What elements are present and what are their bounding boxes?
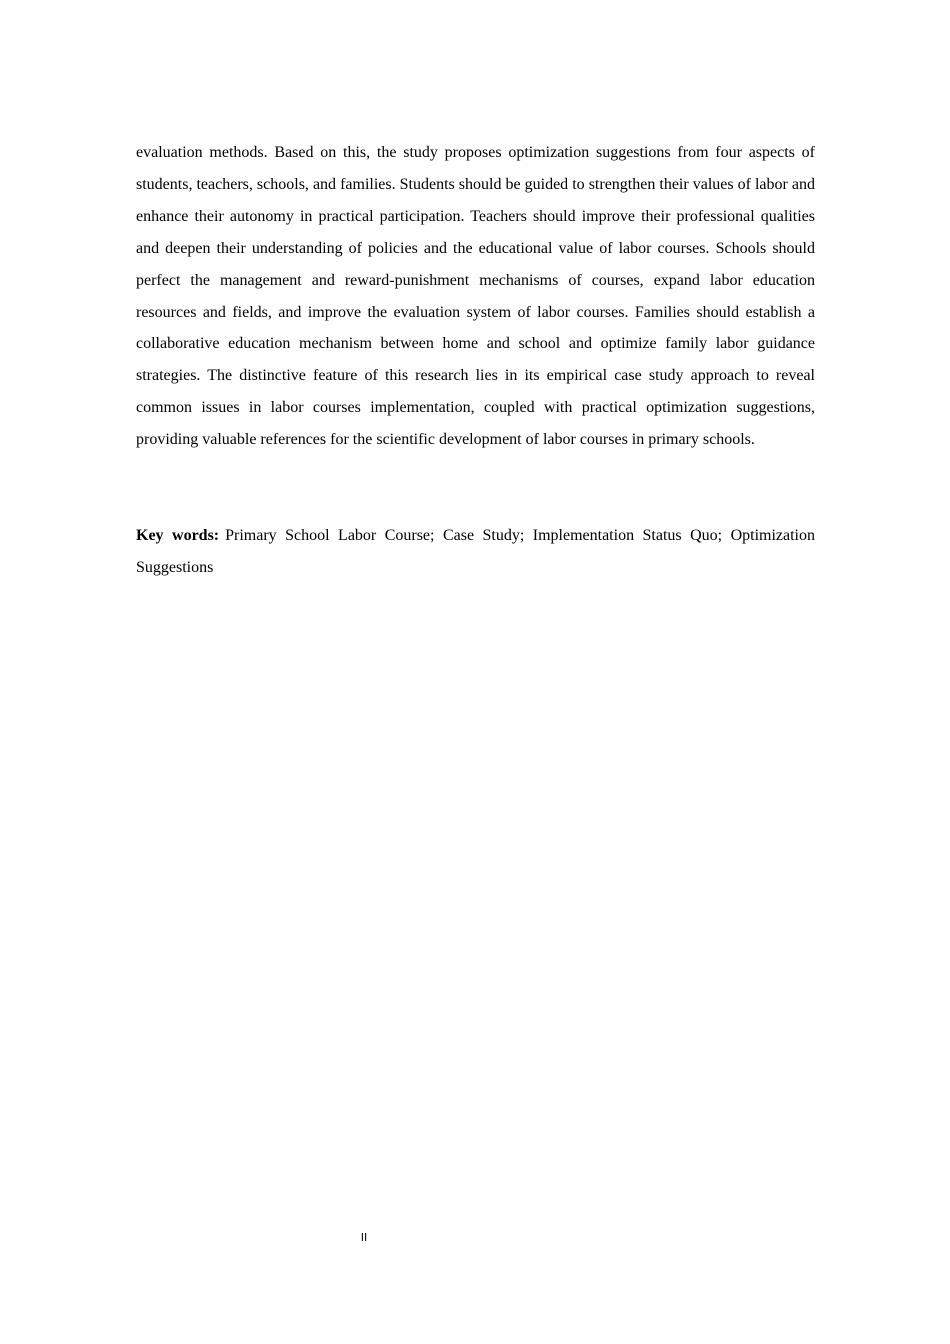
page-number: II (360, 1231, 368, 1244)
abstract-paragraph: evaluation methods. Based on this, the study proposes optimization suggestions from four aspects of students, teachers, schools, and families. Students should be guided to strengthen their values of labor and enhance their autonomy in practical participation. Teachers should improve their professional qualities and deepen their understanding of policies and the educational value of labor courses. Schools should perfect the management and reward-punishment mechanisms of courses, expand labor education resources and fields, and improve the evaluation system of labor courses. Families should establish a collaborative education mechanism between home and school and optimize family labor guidance strategies. The distinctive feature of this research lies in its empirical case study approach to reveal common issues in labor courses implementation, coupled with practical optimization suggestions, providing valuable references for the scientific development of labor courses in primary schools. (136, 144, 815, 449)
keywords-label: Key words: (136, 527, 220, 544)
keywords-line (136, 520, 815, 584)
keywords-text: Primary School Labor Course; Case Study; Implementation Status Quo; Optimization Suggestions (136, 527, 815, 576)
